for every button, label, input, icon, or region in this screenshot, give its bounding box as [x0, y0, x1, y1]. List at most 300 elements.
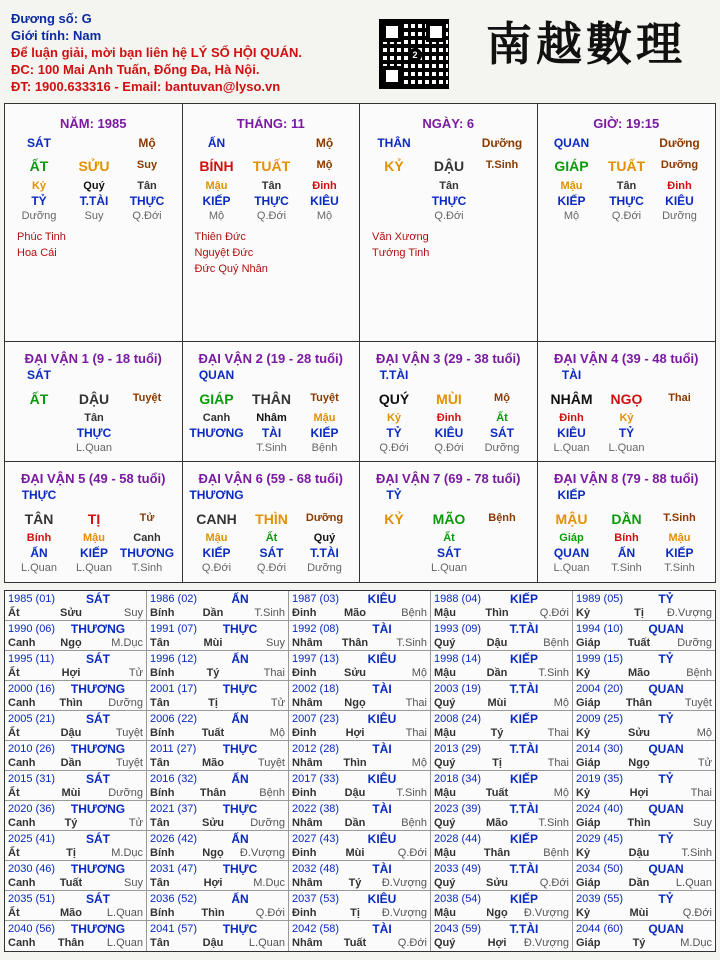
year-branch: Ngọ [486, 907, 508, 919]
year-god: QUAN [648, 682, 684, 696]
life-stage: Tuyệt [132, 392, 162, 404]
year-stage: M.Dục [253, 877, 285, 889]
year-branch: Dậu [486, 637, 508, 649]
year-stage: Tuyệt [115, 727, 143, 739]
gender: Giới tính: Nam [11, 28, 102, 43]
year-label: 2033 (49) [434, 863, 482, 875]
year-god: TÀI [372, 802, 392, 816]
year-stem: Bính [150, 847, 175, 859]
year-branch: Thân [341, 637, 369, 649]
year-stem: Bính [150, 787, 175, 799]
hidden-stem: Tân [439, 180, 459, 192]
year-label: 1990 (06) [8, 623, 56, 635]
year-cell [147, 651, 289, 681]
year-label: 1985 (01) [8, 593, 56, 605]
hidden-stem: Mậu [668, 532, 691, 544]
year-stem: Giáp [576, 877, 601, 889]
year-stem: Ất [8, 787, 20, 799]
year-god: THỰC [222, 742, 258, 756]
year-row [5, 861, 715, 891]
hidden-phase: T.Sinh [131, 562, 163, 574]
year-god: QUAN [648, 742, 684, 756]
pillar-title: ĐẠI VẬN 8 (79 - 88 tuổi) [554, 471, 699, 486]
year-branch: Tý [64, 817, 78, 829]
year-cell [289, 801, 431, 831]
hidden-stem: Đinh [559, 412, 584, 424]
year-stem: Nhâm [292, 817, 323, 829]
stem-god: SÁT [27, 368, 51, 382]
life-stage: Tử [139, 512, 155, 524]
year-cell [573, 861, 715, 891]
earthly-branch: TUẤT [607, 158, 646, 174]
year-label: 2023 (39) [434, 803, 482, 815]
year-cell [573, 621, 715, 651]
year-stem: Canh [8, 757, 36, 769]
year-cell [5, 771, 147, 801]
year-row [5, 891, 715, 921]
year-stem: Quý [434, 817, 456, 829]
year-label: 1991 (07) [150, 623, 198, 635]
year-stage: Q.Đới [539, 877, 569, 889]
year-stem: Canh [8, 877, 36, 889]
year-label: 2003 (19) [434, 683, 482, 695]
year-label: 2029 (45) [576, 833, 624, 845]
year-branch: Tuất [627, 637, 651, 649]
life-stage: Tuyệt [310, 392, 339, 404]
stem-phase: Mộ [315, 136, 334, 150]
year-god: KIẾP [509, 832, 538, 846]
hidden-stem: Kỷ [619, 412, 634, 424]
year-stem: Đinh [292, 907, 317, 919]
hidden-god: TÀI [261, 426, 282, 440]
hidden-god: T.TÀI [79, 194, 109, 208]
year-branch: Dần [628, 877, 650, 889]
year-god: TÀI [372, 862, 392, 876]
hidden-stem: Mậu [205, 532, 228, 544]
year-god: KIÊU [367, 772, 397, 786]
year-stage: Đ.Vượng [381, 907, 427, 919]
stem-god: THỰC [21, 488, 57, 502]
year-god: KIẾP [509, 772, 538, 786]
year-branch: Hợi [487, 937, 507, 949]
life-stage: T.Sinh [663, 512, 696, 524]
year-cell [431, 591, 573, 621]
year-god: T.TÀI [509, 682, 539, 696]
year-god: TỶ [658, 652, 674, 666]
heavenly-stem: GIÁP [554, 158, 589, 174]
life-stage: Dưỡng [660, 159, 699, 171]
year-stem: Quý [434, 637, 456, 649]
year-branch: Ngọ [628, 757, 650, 769]
year-branch: Ngọ [202, 847, 224, 859]
year-stem: Ất [8, 607, 20, 619]
year-god: TỶ [658, 892, 674, 906]
year-god: KIÊU [367, 712, 397, 726]
year-cell [5, 681, 147, 711]
year-cell [5, 861, 147, 891]
heavenly-stem: QUÝ [378, 391, 410, 407]
hidden-god: THƯƠNG [189, 426, 244, 440]
year-label: 1989 (05) [576, 593, 624, 605]
hidden-phase: L.Quan [75, 442, 113, 454]
hidden-phase: Dưỡng [484, 442, 520, 454]
hidden-stem: Quý [313, 532, 336, 544]
year-stage: Đ.Vượng [666, 607, 712, 619]
year-god: SÁT [86, 892, 110, 906]
pillar-title: ĐẠI VẬN 6 (59 - 68 tuổi) [198, 471, 343, 486]
year-stem: Quý [434, 697, 456, 709]
hidden-stem: Mậu [83, 532, 105, 544]
hidden-stem: Ất [496, 412, 508, 424]
hidden-god: KIÊU [310, 194, 339, 208]
heavenly-stem: KỶ [384, 511, 404, 527]
hidden-phase: Q.Đới [201, 562, 232, 574]
year-god: T.TÀI [509, 742, 539, 756]
year-stage: T.Sinh [538, 817, 569, 829]
year-branch: Dậu [628, 847, 650, 859]
year-cell [573, 771, 715, 801]
year-label: 2043 (59) [434, 923, 482, 935]
pillar-title: ĐẠI VẬN 7 (69 - 78 tuổi) [376, 471, 521, 486]
year-label: 2010 (26) [8, 743, 56, 755]
hidden-phase: Mộ [563, 210, 580, 222]
year-stem: Mậu [434, 727, 456, 739]
hidden-stem: Đinh [312, 180, 337, 192]
pillar-title: ĐẠI VẬN 5 (49 - 58 tuổi) [21, 471, 166, 486]
year-branch: Dậu [202, 937, 224, 949]
year-branch: Thìn [343, 757, 367, 769]
year-label: 2008 (24) [434, 713, 482, 725]
year-label: 2027 (43) [292, 833, 340, 845]
year-god: TỶ [658, 712, 674, 726]
year-cell [431, 801, 573, 831]
earthly-branch: DẬU [78, 391, 110, 407]
year-cell [5, 831, 147, 861]
year-stage: Tuyệt [115, 757, 143, 769]
hidden-god: ẤN [30, 546, 48, 560]
year-stem: Quý [434, 937, 456, 949]
year-stage: Q.Đới [255, 907, 285, 919]
year-stage: Mộ [411, 667, 427, 679]
year-cell [5, 621, 147, 651]
year-branch: Mùi [61, 787, 81, 799]
year-label: 2035 (51) [8, 893, 56, 905]
year-god: TỶ [658, 592, 674, 606]
stem-god: ẤN [207, 136, 226, 150]
year-stem: Tân [150, 697, 170, 709]
hidden-phase: Q.Đới [434, 210, 464, 222]
year-stem: Tân [150, 937, 170, 949]
year-branch: Mão [628, 667, 650, 679]
year-cell [573, 741, 715, 771]
year-branch: Mùi [629, 907, 649, 919]
year-label: 2019 (35) [576, 773, 624, 785]
hidden-god: T.TÀI [310, 546, 339, 560]
year-stage: Thai [547, 727, 569, 739]
year-stage: Q.Đới [682, 907, 712, 919]
year-god: THƯƠNG [70, 862, 126, 876]
hidden-phase: Q.Đới [132, 210, 162, 222]
year-branch: Sửu [343, 667, 367, 679]
year-stem: Đinh [292, 667, 317, 679]
hidden-god: TỶ [618, 426, 635, 440]
life-stage: Mộ [494, 392, 510, 404]
hidden-stem: Giáp [559, 532, 584, 544]
year-god: KIẾP [509, 712, 538, 726]
year-stage: Bệnh [686, 667, 712, 679]
year-branch: Mùi [203, 637, 223, 649]
year-branch: Hợi [629, 787, 649, 799]
year-row [5, 741, 715, 771]
year-branch: Dần [344, 817, 366, 829]
year-branch: Thân [483, 847, 511, 859]
earthly-branch: TUẤT [252, 158, 291, 174]
year-cell [431, 741, 573, 771]
year-label: 1999 (15) [576, 653, 624, 665]
year-cell [289, 771, 431, 801]
year-stem: Tân [150, 757, 170, 769]
year-stage: Thai [405, 697, 427, 709]
hidden-god: KIẾP [79, 546, 108, 560]
year-god: KIẾP [509, 652, 538, 666]
year-stage: L.Quan [106, 937, 143, 949]
chart-grid [4, 103, 716, 583]
year-stage: Mộ [553, 697, 569, 709]
hidden-god: KIẾP [202, 546, 231, 560]
year-god: ẤN [231, 892, 249, 906]
hidden-god: KIÊU [557, 426, 586, 440]
year-label: 1998 (14) [434, 653, 482, 665]
year-cell [289, 831, 431, 861]
year-label: 1996 (12) [150, 653, 198, 665]
stem-god: QUAN [553, 136, 590, 150]
year-stem: Nhâm [292, 637, 323, 649]
year-stem: Kỷ [576, 607, 591, 619]
stem-god: KIẾP [557, 488, 586, 502]
year-cell [147, 741, 289, 771]
year-branch: Ngọ [344, 697, 366, 709]
earthly-branch: MÙI [436, 391, 462, 407]
hidden-god: SÁT [437, 546, 461, 560]
year-god: T.TÀI [509, 622, 539, 636]
year-cell [289, 591, 431, 621]
year-branch: Tuất [485, 787, 509, 799]
year-god: SÁT [86, 652, 110, 666]
hidden-stem: Đinh [667, 180, 692, 192]
hidden-phase: Q.Đới [256, 562, 287, 574]
yearly-luck-table [4, 590, 716, 952]
year-branch: Tuất [201, 727, 225, 739]
year-stem: Giáp [576, 697, 601, 709]
year-branch: Hợi [345, 727, 365, 739]
hidden-god: TỶ [31, 194, 47, 208]
pillar-cell [5, 104, 183, 342]
year-stage: Thai [405, 727, 427, 739]
hidden-stem: Tân [137, 180, 157, 192]
year-label: 2042 (58) [292, 923, 340, 935]
year-stem: Ất [8, 667, 20, 679]
year-label: 2031 (47) [150, 863, 198, 875]
year-row [5, 681, 715, 711]
year-label: 2024 (40) [576, 803, 624, 815]
year-stage: Dưỡng [677, 637, 712, 649]
heavenly-stem: TÂN [24, 511, 54, 527]
header-info [11, 10, 302, 95]
year-cell [147, 831, 289, 861]
hidden-stem: Đinh [436, 412, 462, 424]
year-stem: Bính [150, 667, 175, 679]
year-label: 2014 (30) [576, 743, 624, 755]
pillar-cell [183, 104, 361, 342]
year-label: 2021 (37) [150, 803, 198, 815]
year-branch: Sửu [201, 817, 225, 829]
year-label: 2002 (18) [292, 683, 340, 695]
year-god: THƯƠNG [70, 622, 126, 636]
year-cell [5, 801, 147, 831]
year-cell [147, 891, 289, 921]
star-note: Tướng Tinh [372, 247, 430, 259]
phone-email: ĐT: 1900.633316 - Email: bantuvan@lyso.vn [11, 79, 281, 94]
year-god: THỰC [222, 622, 258, 636]
year-cell [573, 891, 715, 921]
year-branch: Tị [492, 757, 502, 769]
stem-god: QUAN [198, 368, 235, 382]
life-stage: Suy [136, 159, 158, 171]
hidden-stem: Canh [133, 532, 161, 544]
hidden-stem: Bính [26, 532, 52, 544]
dai-van-cell [183, 342, 361, 462]
year-cell [5, 741, 147, 771]
earthly-branch: THÂN [252, 391, 291, 407]
year-stage: Đ.Vượng [381, 877, 427, 889]
year-branch: Dần [486, 667, 508, 679]
year-stem: Quý [434, 877, 456, 889]
year-god: KIÊU [367, 652, 397, 666]
year-cell [431, 921, 573, 951]
year-stage: Mộ [411, 757, 427, 769]
year-label: 1992 (08) [292, 623, 340, 635]
stem-phase: Dưỡng [659, 136, 700, 150]
hidden-stem: Quý [83, 180, 105, 192]
year-stage: Thai [547, 757, 569, 769]
year-cell [573, 831, 715, 861]
year-branch: Tị [634, 607, 644, 619]
year-god: QUAN [648, 802, 684, 816]
year-god: THỰC [222, 682, 258, 696]
year-branch: Sửu [627, 727, 651, 739]
year-god: SÁT [86, 772, 110, 786]
year-stage: Mộ [696, 727, 712, 739]
hidden-god: KIÊU [434, 426, 464, 440]
star-note: Phúc Tinh [17, 231, 66, 243]
year-branch: Tý [206, 667, 220, 679]
earthly-branch: DẬU [433, 158, 465, 174]
year-cell [147, 591, 289, 621]
year-branch: Thìn [627, 817, 651, 829]
year-cell [431, 771, 573, 801]
year-god: ẤN [231, 772, 249, 786]
year-stem: Đinh [292, 727, 317, 739]
hidden-phase: L.Quan [75, 562, 113, 574]
heavenly-stem: CANH [196, 511, 237, 527]
year-stage: Đ.Vượng [523, 937, 569, 949]
year-stem: Mậu [434, 607, 456, 619]
year-stage: L.Quan [248, 937, 285, 949]
stem-god: THƯƠNG [189, 488, 244, 502]
year-stem: Nhâm [292, 757, 323, 769]
year-label: 2040 (56) [8, 923, 56, 935]
hidden-stem: Ất [443, 532, 455, 544]
year-cell [147, 801, 289, 831]
year-god: THƯƠNG [70, 682, 126, 696]
stem-phase: Mộ [138, 136, 156, 150]
year-cell [573, 921, 715, 951]
hidden-god: TỶ [386, 426, 402, 440]
year-god: THƯƠNG [70, 742, 126, 756]
year-branch: Tý [632, 937, 646, 949]
year-stage: M.Dục [111, 637, 143, 649]
year-label: 2038 (54) [434, 893, 482, 905]
year-cell [573, 711, 715, 741]
year-label: 2039 (55) [576, 893, 624, 905]
year-stem: Ất [8, 907, 20, 919]
year-stem: Bính [150, 907, 175, 919]
year-god: SÁT [86, 592, 110, 606]
hidden-stem: Mậu [560, 180, 583, 192]
year-branch: Mão [60, 907, 82, 919]
year-branch: Hợi [61, 667, 81, 679]
hidden-stem: Kỷ [31, 180, 47, 192]
year-stem: Bính [150, 727, 175, 739]
year-stage: Q.Đới [539, 607, 569, 619]
year-stem: Nhâm [292, 937, 323, 949]
hidden-stem: Kỷ [386, 412, 402, 424]
year-label: 2022 (38) [292, 803, 340, 815]
hidden-god: THỰC [254, 194, 289, 208]
year-stage: M.Dục [680, 937, 712, 949]
year-label: 2006 (22) [150, 713, 198, 725]
hidden-god: KIẾP [557, 194, 586, 208]
heavenly-stem: ẤT [29, 158, 49, 174]
earthly-branch: SỬU [78, 158, 110, 174]
year-stage: Bệnh [259, 787, 285, 799]
hidden-phase: L.Quan [553, 562, 590, 574]
year-stage: Dưỡng [250, 817, 285, 829]
year-branch: Mùi [345, 847, 365, 859]
year-label: 2030 (46) [8, 863, 56, 875]
year-stage: Mộ [269, 727, 285, 739]
year-cell [431, 621, 573, 651]
hidden-phase: Dưỡng [307, 562, 342, 574]
year-stem: Đinh [292, 607, 317, 619]
year-stage: Đ.Vượng [239, 847, 285, 859]
year-cell [5, 891, 147, 921]
hidden-phase: L.Quan [608, 442, 645, 454]
year-stage: Suy [693, 817, 712, 829]
hidden-stem: Nhâm [256, 412, 287, 424]
year-cell [573, 651, 715, 681]
year-stage: T.Sinh [538, 667, 569, 679]
year-label: 2007 (23) [292, 713, 340, 725]
year-branch: Dậu [60, 727, 82, 739]
year-god: ẤN [231, 592, 249, 606]
year-label: 2001 (17) [150, 683, 198, 695]
hidden-god: SÁT [259, 546, 284, 560]
year-cell [5, 591, 147, 621]
year-stage: Bệnh [543, 847, 569, 859]
hidden-god: KIẾP [202, 194, 231, 208]
year-stem: Giáp [576, 757, 601, 769]
